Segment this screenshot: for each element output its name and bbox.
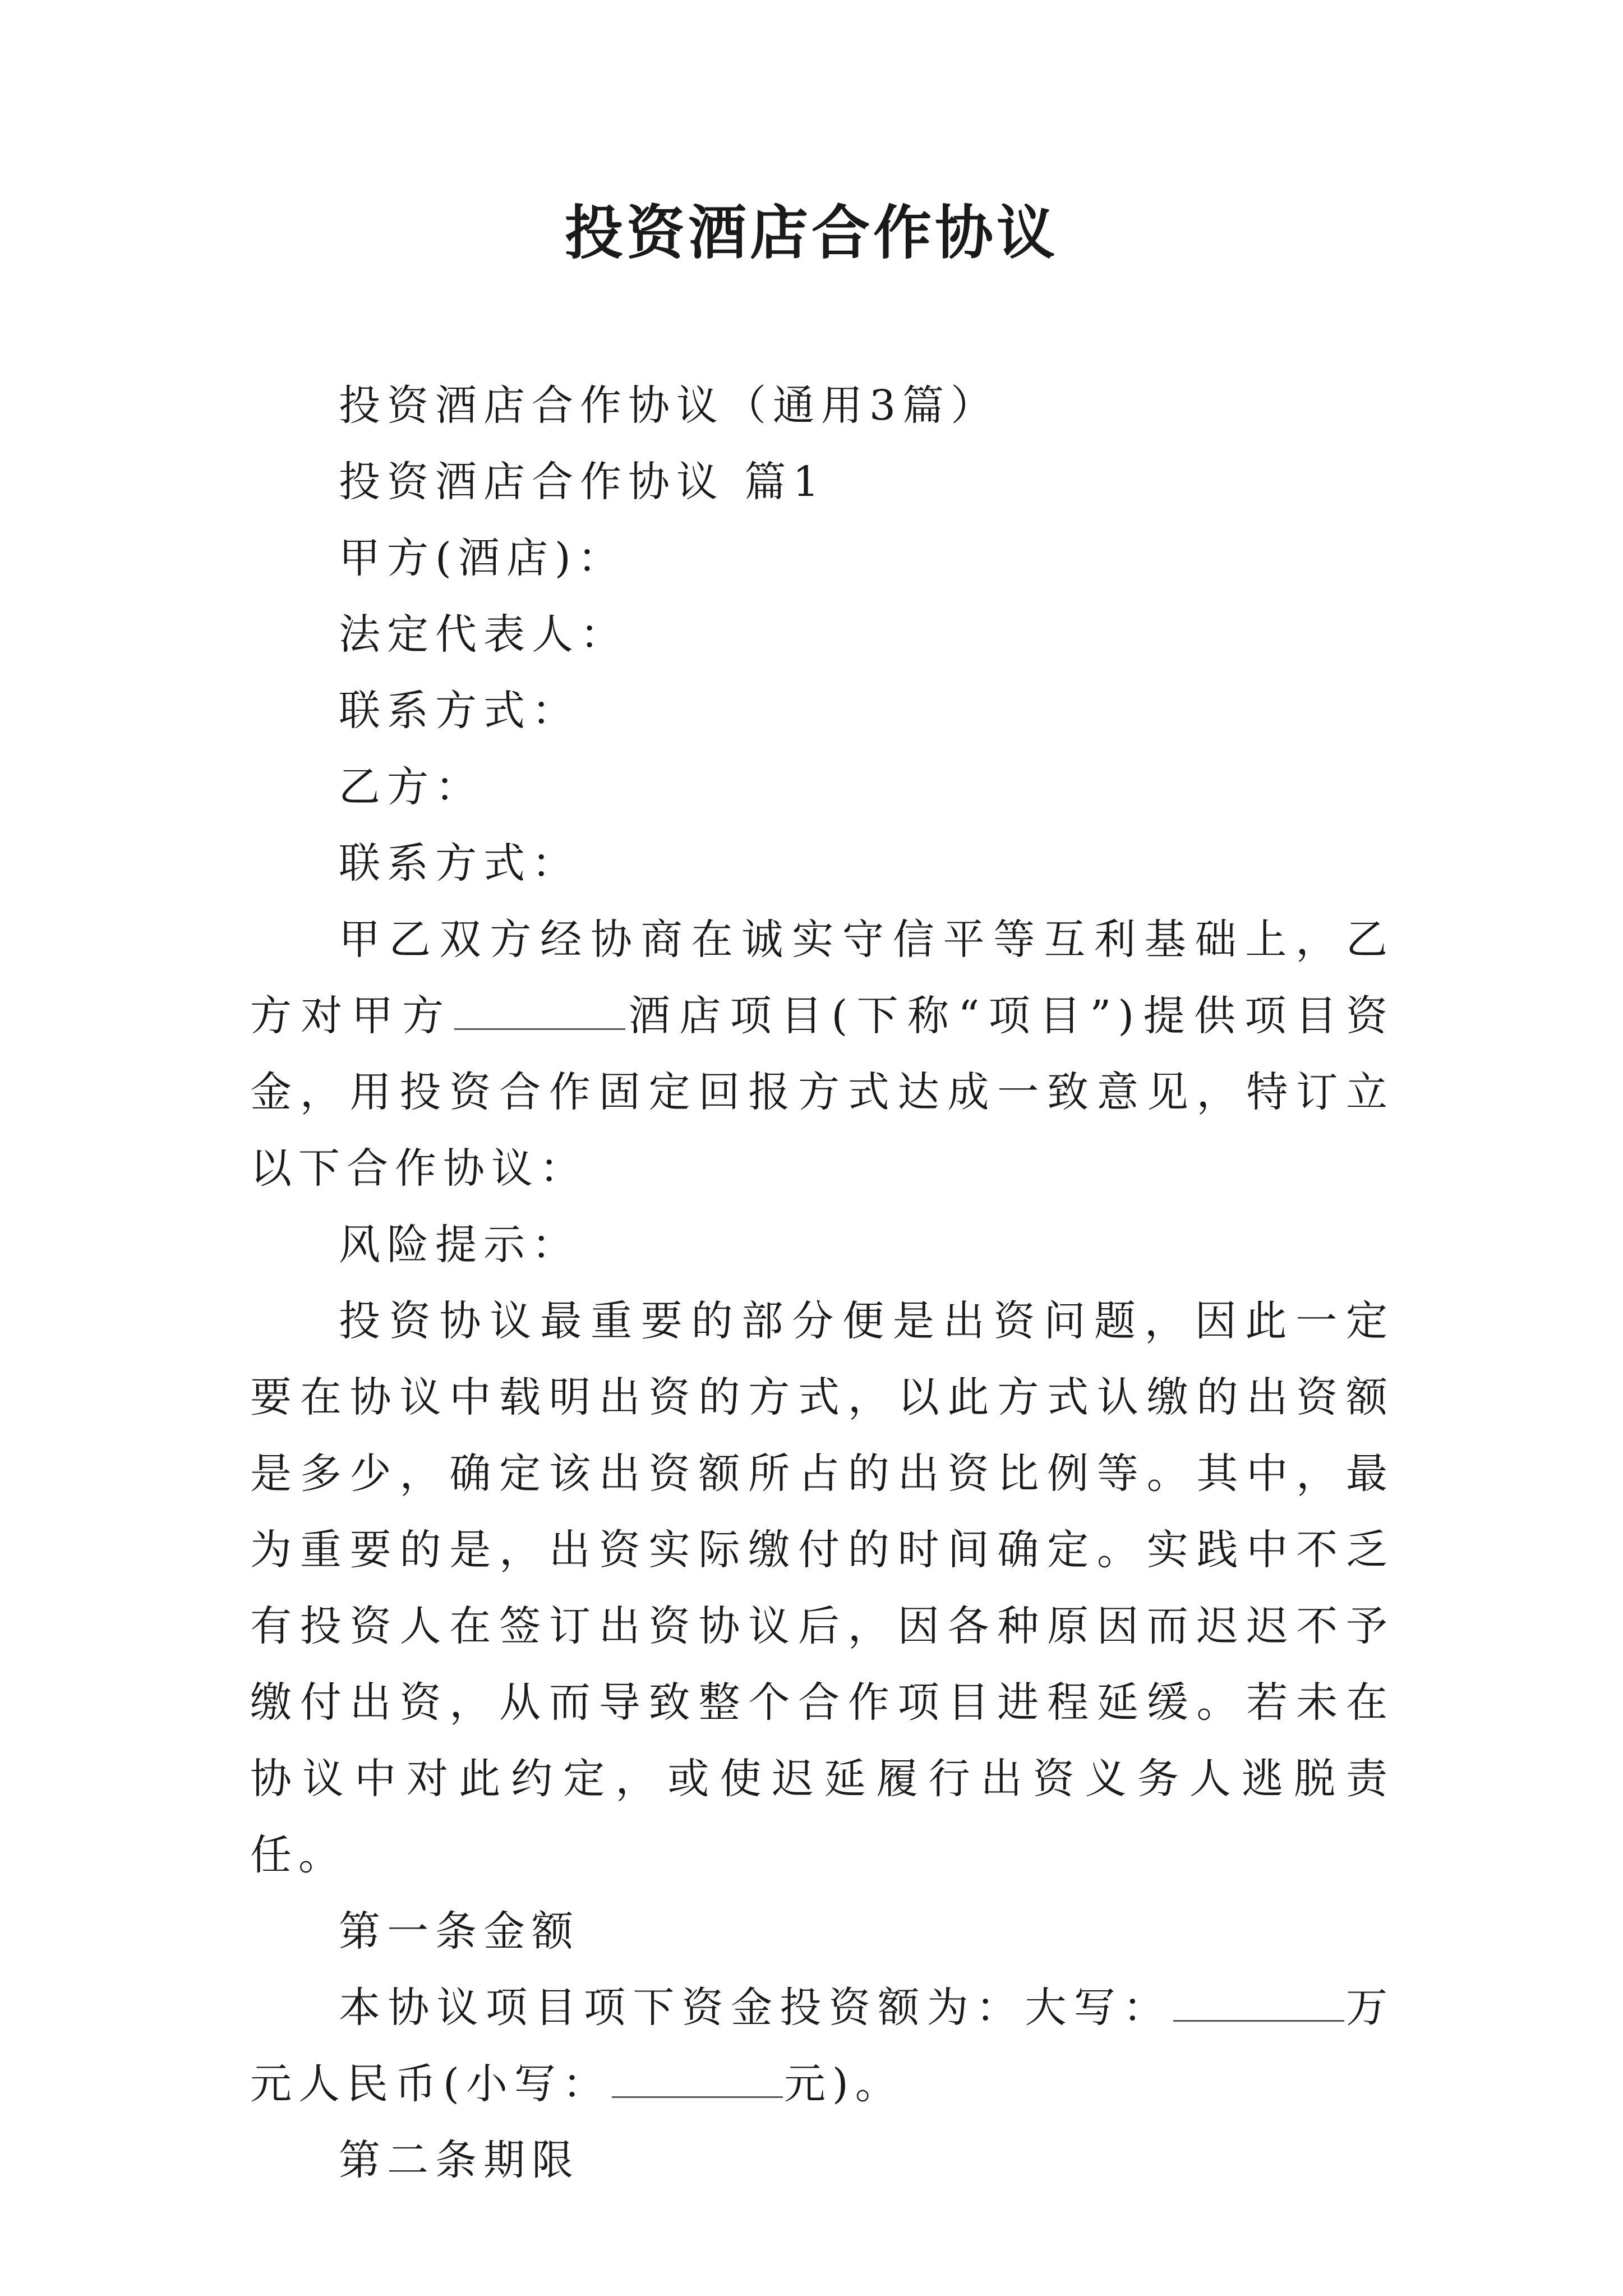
amount-uppercase-blank xyxy=(1173,1984,1344,2022)
article-2-heading: 第二条期限 xyxy=(339,2136,580,2184)
party-a-line: 甲方(酒店)： xyxy=(339,534,626,582)
article-1-paragraph xyxy=(250,1970,1394,2122)
part-heading: 投资酒店合作协议 篇1 xyxy=(339,458,826,506)
contact-a-line: 联系方式： xyxy=(339,687,580,735)
amount-text-c: 元)。 xyxy=(783,2060,903,2108)
amount-text-a: 本协议项目项下资金投资额为：大写： xyxy=(339,1984,1172,2032)
document-body xyxy=(250,367,1394,2198)
intro-text-before: 甲乙双方经协商在诚实守信平等互利基础上，乙方对甲方 xyxy=(250,915,1394,1040)
article-1-heading: 第一条金额 xyxy=(339,1907,580,1955)
legal-rep-line: 法定代表人： xyxy=(339,610,628,659)
hotel-name-blank xyxy=(454,992,625,1030)
document-title: 投资酒店合作协议 xyxy=(564,198,1058,267)
party-b-line: 乙方： xyxy=(339,763,483,811)
intro-text-after: 酒店项目(下称“项目”)提供项目资金，用投资合作固定回报方式达成一致意见，特订立以下合作协议： xyxy=(250,992,1395,1193)
contact-b-line: 联系方式： xyxy=(339,839,580,887)
risk-heading: 风险提示： xyxy=(339,1221,580,1269)
amount-lowercase-blank xyxy=(612,2060,783,2098)
amount-text-b: 万元人民币(小写： xyxy=(250,1984,1394,2108)
risk-paragraph: 投资协议最重要的部分便是出资问题，因此一定要在协议中载明出资的方式，以此方式认缴的出资额是多少，确定该出资额所占的出资比例等。其中，最为重要的是，出资实际缴付的时间确定。实践中不乏有投资人在签订出资协议后，因各种原因而迟迟不予缴付出资，从而导致整个合作项目进程延缓。若未在协议中对此约定，或使迟延履行出资义务人逃脱责任。 xyxy=(250,1297,1394,1879)
subtitle-line: 投资酒店合作协议（通用3篇） xyxy=(339,381,999,430)
intro-paragraph xyxy=(250,901,1394,1207)
